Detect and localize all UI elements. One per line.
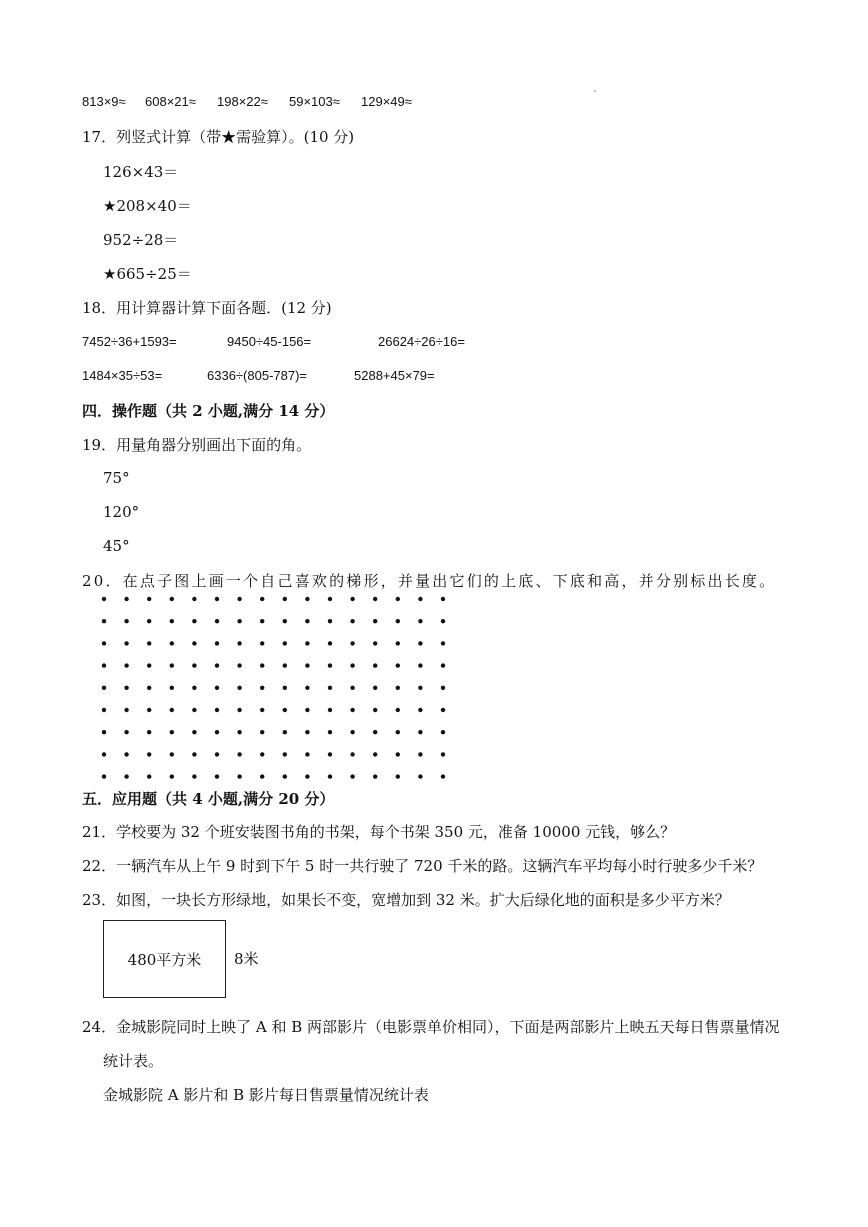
grid-dot[interactable] [124,619,128,623]
grid-dot[interactable] [283,663,287,667]
grid-dot[interactable] [418,686,422,690]
grid-dot[interactable] [328,708,332,712]
q18-item: 1484×35÷53= [82,368,163,383]
grid-dot[interactable] [418,597,422,601]
grid-dot[interactable] [237,774,241,778]
grid-dot[interactable] [418,774,422,778]
grid-dot[interactable] [147,708,151,712]
grid-dot[interactable] [441,641,445,645]
grid-dot[interactable] [373,686,377,690]
grid-dot[interactable] [237,641,241,645]
grid-dot[interactable] [102,641,106,645]
grid-dot[interactable] [283,752,287,756]
grid-dot[interactable] [215,708,219,712]
area-label: 480平方米 [127,950,202,969]
grid-dot[interactable] [350,619,354,623]
grid-dot[interactable] [373,752,377,756]
grid-dot[interactable] [102,619,106,623]
estimate-item: 129×49≈ [361,94,412,109]
grid-dot[interactable] [441,708,445,712]
grid-dot[interactable] [396,730,400,734]
grid-dot[interactable] [418,708,422,712]
q18-item: 9450÷45-156= [227,334,312,349]
grid-dot[interactable] [215,597,219,601]
grid-dot[interactable] [147,597,151,601]
question-18-title: 18．用计算器计算下面各题．(12 分) [82,299,332,317]
grid-dot[interactable] [328,686,332,690]
grid-dot[interactable] [373,730,377,734]
grid-dot[interactable] [102,730,106,734]
grid-dot[interactable] [418,641,422,645]
grid-dot[interactable] [170,708,174,712]
grid-dot[interactable] [441,774,445,778]
grid-dot[interactable] [260,752,264,756]
grid-dot[interactable] [396,597,400,601]
grid-dot[interactable] [192,641,196,645]
grid-dot[interactable] [147,641,151,645]
grid-dot[interactable] [328,597,332,601]
grid-dot[interactable] [147,752,151,756]
grid-dot[interactable] [215,774,219,778]
grid-dot[interactable] [350,597,354,601]
grid-dot[interactable] [102,774,106,778]
question-20-title: 20．在点子图上画一个自己喜欢的梯形，并量出它们的上底、下底和高，并分别标出长度。 [82,572,777,590]
grid-dot[interactable] [170,641,174,645]
grid-dot[interactable] [418,730,422,734]
grid-dot[interactable] [283,597,287,601]
grid-dot[interactable] [170,597,174,601]
angle-item: 120° [103,503,140,521]
grid-dot[interactable] [373,619,377,623]
question-19-title: 19．用量角器分别画出下面的角。 [82,436,312,454]
grid-dot[interactable] [215,663,219,667]
grid-dot[interactable] [192,619,196,623]
q18-item: 5288+45×79= [354,368,435,383]
q17-item: 126×43＝ [103,163,179,181]
grid-dot[interactable] [305,708,309,712]
grid-dot[interactable] [373,708,377,712]
q18-item: 6336÷(805-787)= [207,368,308,383]
q18-item: 7452÷36+1593= [82,334,177,349]
grid-dot[interactable] [147,619,151,623]
grid-dot[interactable] [396,619,400,623]
grid-dot[interactable] [441,597,445,601]
angle-item: 75° [103,469,130,487]
grid-dot[interactable] [192,752,196,756]
grid-dot[interactable] [170,774,174,778]
grid-dot[interactable] [237,752,241,756]
grid-dot[interactable] [305,641,309,645]
grid-dot[interactable] [373,641,377,645]
grid-dot[interactable] [170,752,174,756]
grid-dot[interactable] [396,752,400,756]
grid-dot[interactable] [124,730,128,734]
grid-dot[interactable] [283,730,287,734]
grid-dot[interactable] [102,752,106,756]
grid-dot[interactable] [328,641,332,645]
grid-dot[interactable] [328,730,332,734]
grid-dot[interactable] [396,663,400,667]
grid-dot[interactable] [441,663,445,667]
question-24-line2: 统计表。 [103,1052,164,1070]
q17-item: 952÷28＝ [103,231,179,249]
grid-dot[interactable] [305,619,309,623]
grid-dot[interactable] [124,641,128,645]
grid-dot[interactable] [260,597,264,601]
grid-dot[interactable] [350,730,354,734]
grid-dot[interactable] [305,663,309,667]
question-23-title: 23．如图，一块长方形绿地，如果长不变，宽增加到 32 米。扩大后绿化地的面积是多少平方米？ [82,891,730,909]
grid-dot[interactable] [283,686,287,690]
grid-dot[interactable] [328,774,332,778]
grid-dot[interactable] [102,686,106,690]
grid-dot[interactable] [305,730,309,734]
rectangle-figure [103,920,226,998]
grid-dot[interactable] [215,619,219,623]
grid-dot[interactable] [237,686,241,690]
grid-dot[interactable] [124,708,128,712]
q17-item: ★208×40＝ [103,197,192,215]
grid-dot[interactable] [283,708,287,712]
grid-dot[interactable] [396,686,400,690]
grid-dot[interactable] [124,774,128,778]
width-label: 8米 [234,950,259,968]
grid-dot[interactable] [350,686,354,690]
grid-dot[interactable] [124,686,128,690]
grid-dot[interactable] [260,686,264,690]
section-heading-5: 五．应用题（共 4 小题,满分 20 分） [82,790,335,808]
table-title: 金城影院 A 影片和 B 影片每日售票量情况统计表 [103,1086,429,1104]
grid-dot[interactable] [441,752,445,756]
grid-dot[interactable] [441,686,445,690]
grid-dot[interactable] [328,752,332,756]
grid-dot[interactable] [237,663,241,667]
question-24-line1: 24．金城影院同时上映了 A 和 B 两部影片（电影票单价相同），下面是两部影片上映五天每日售票量情况 [82,1018,780,1036]
grid-dot[interactable] [215,641,219,645]
grid-dot[interactable] [305,597,309,601]
grid-dot[interactable] [237,597,241,601]
grid-dot[interactable] [124,663,128,667]
estimate-item: 198×22≈ [217,94,268,109]
grid-dot[interactable] [102,597,106,601]
dot-grid[interactable] [96,591,476,781]
grid-dot[interactable] [328,619,332,623]
q18-item: 26624÷26÷16= [378,334,465,349]
grid-dot[interactable] [373,774,377,778]
grid-dot[interactable] [147,774,151,778]
section-heading-4: 四．操作题（共 2 小题,满分 14 分） [82,402,335,420]
grid-dot[interactable] [237,619,241,623]
grid-dot[interactable] [350,752,354,756]
grid-dot[interactable] [260,619,264,623]
grid-dot[interactable] [305,774,309,778]
grid-dot[interactable] [170,663,174,667]
grid-dot[interactable] [192,774,196,778]
grid-dot[interactable] [350,641,354,645]
grid-dot[interactable] [350,774,354,778]
grid-dot[interactable] [396,708,400,712]
grid-dot[interactable] [441,619,445,623]
angle-item: 45° [103,537,130,555]
grid-dot[interactable] [260,663,264,667]
grid-dot[interactable] [215,730,219,734]
grid-dot[interactable] [124,597,128,601]
scan-speck [594,90,596,92]
grid-dot[interactable] [215,686,219,690]
question-22: 22．一辆汽车从上午 9 时到下午 5 时一共行驶了 720 千米的路。这辆汽车平均每小时行驶多少千米？ [82,857,763,875]
grid-dot[interactable] [260,774,264,778]
grid-dot[interactable] [192,708,196,712]
grid-dot[interactable] [192,730,196,734]
grid-dot[interactable] [418,663,422,667]
question-21: 21．学校要为 32 个班安装图书角的书架，每个书架 350 元，准备 10000 元钱，够么？ [82,823,676,841]
grid-dot[interactable] [305,752,309,756]
grid-dot[interactable] [170,619,174,623]
grid-dot[interactable] [170,730,174,734]
grid-dot[interactable] [283,619,287,623]
grid-dot[interactable] [215,752,219,756]
question-17-title: 17．列竖式计算（带★需验算）。(10 分) [82,128,355,146]
grid-dot[interactable] [283,641,287,645]
estimate-item: 813×9≈ [82,94,126,109]
grid-dot[interactable] [396,774,400,778]
grid-dot[interactable] [373,663,377,667]
grid-dot[interactable] [260,641,264,645]
estimate-item: 59×103≈ [289,94,340,109]
grid-dot[interactable] [147,686,151,690]
grid-dot[interactable] [102,663,106,667]
grid-dot[interactable] [237,730,241,734]
grid-dot[interactable] [147,663,151,667]
grid-dot[interactable] [373,597,377,601]
grid-dot[interactable] [328,663,332,667]
grid-dot[interactable] [350,663,354,667]
grid-dot[interactable] [441,730,445,734]
q17-item: ★665÷25＝ [103,265,192,283]
grid-dot[interactable] [260,708,264,712]
grid-dot[interactable] [170,686,174,690]
grid-dot[interactable] [350,708,354,712]
grid-dot[interactable] [305,686,309,690]
estimate-item: 608×21≈ [145,94,196,109]
grid-dot[interactable] [124,752,128,756]
grid-dot[interactable] [147,730,151,734]
grid-dot[interactable] [418,619,422,623]
grid-dot[interactable] [192,663,196,667]
grid-dot[interactable] [192,597,196,601]
grid-dot[interactable] [192,686,196,690]
grid-dot[interactable] [237,708,241,712]
grid-dot[interactable] [102,708,106,712]
grid-dot[interactable] [260,730,264,734]
grid-dot[interactable] [418,752,422,756]
grid-dot[interactable] [283,774,287,778]
grid-dot[interactable] [396,641,400,645]
